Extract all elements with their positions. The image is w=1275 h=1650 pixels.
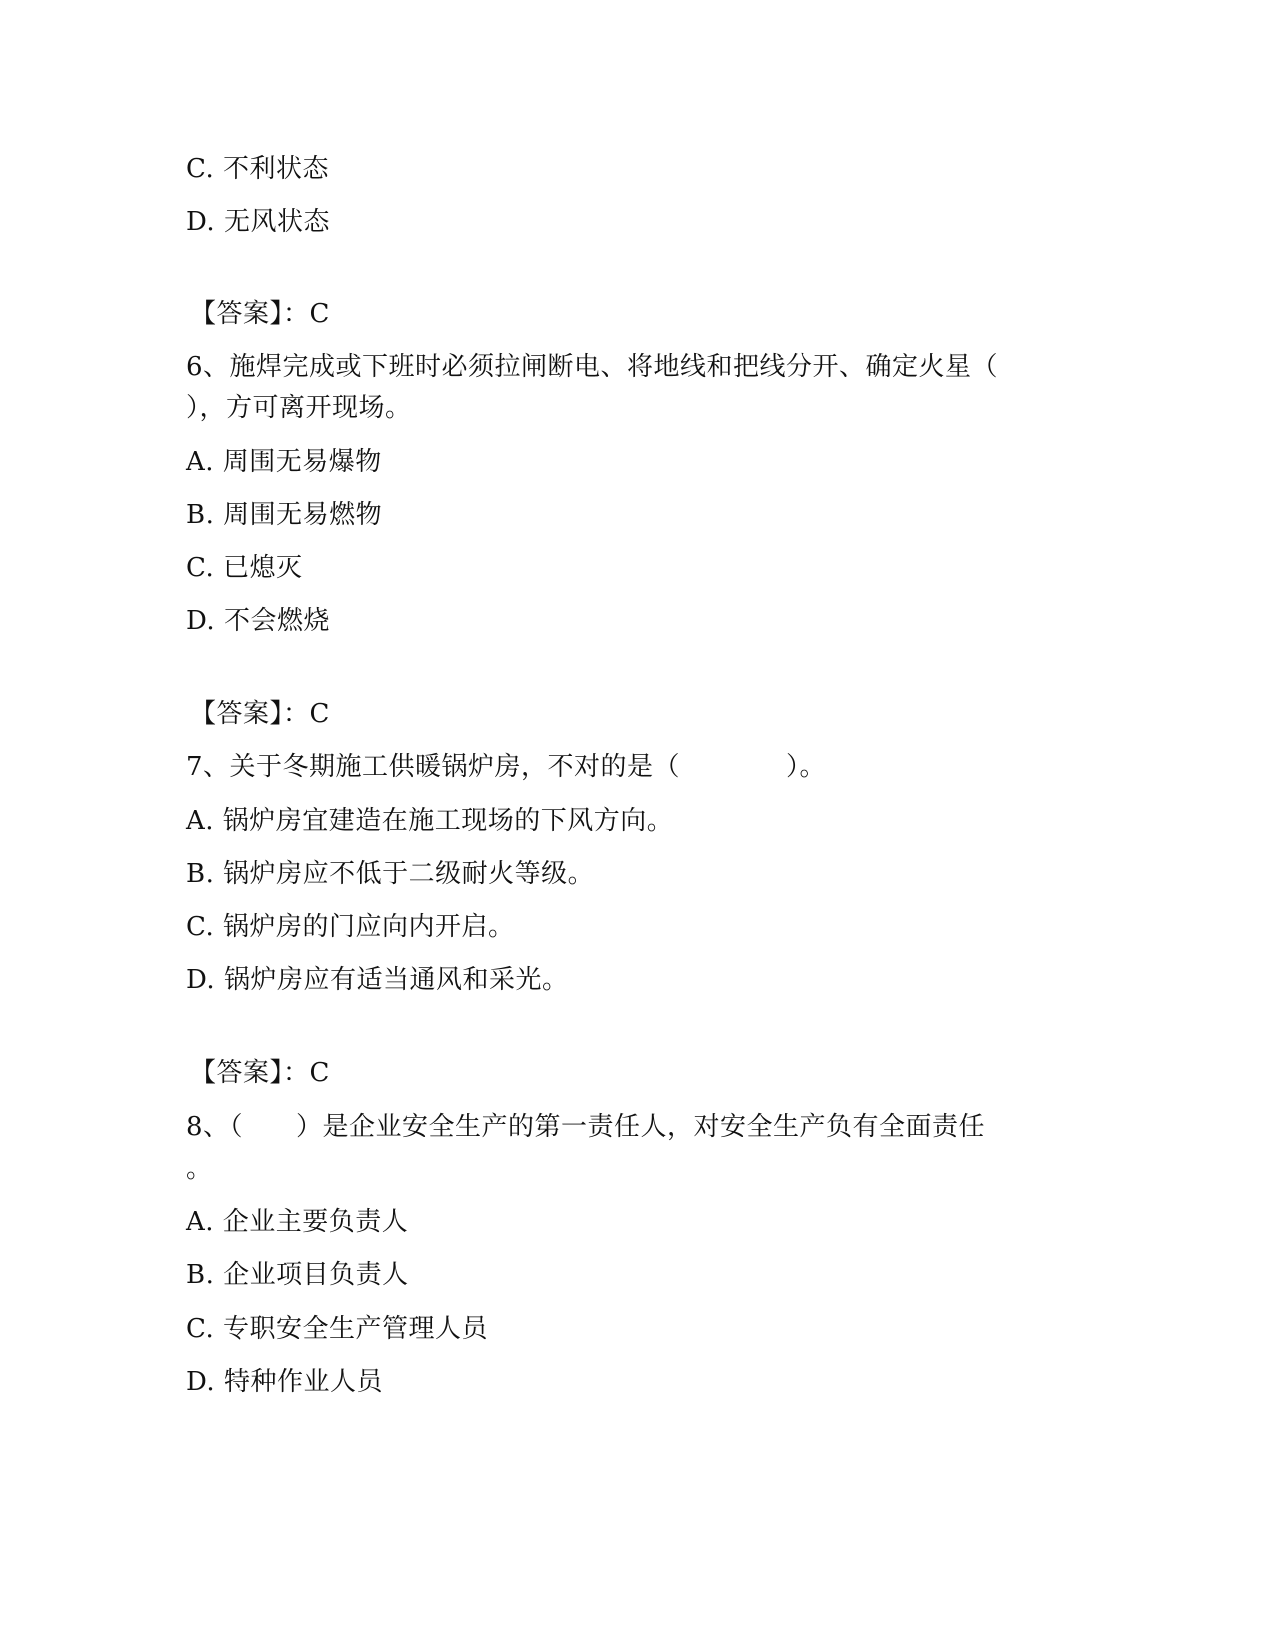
q6-stem-line1: 6、施焊完成或下班时必须拉闸断电、将地线和把线分开、确定火星（ bbox=[186, 352, 999, 382]
q8-stem-line1: 8、（ ）是企业安全生产的第一责任人，对安全生产负有全面责任 bbox=[186, 1112, 986, 1142]
q8-option-d: D. 特种作业人员 bbox=[186, 1367, 383, 1397]
q7-option-c: C. 锅炉房的门应向内开启。 bbox=[186, 912, 515, 942]
q6-option-b: B. 周围无易燃物 bbox=[186, 500, 383, 530]
q5-option-c: C. 不利状态 bbox=[186, 154, 329, 184]
q5-option-d: D. 无风状态 bbox=[186, 207, 330, 237]
q8-stem-line2: 。 bbox=[186, 1154, 213, 1184]
q6-option-c: C. 已熄灭 bbox=[186, 553, 303, 583]
q6-option-a: A. 周围无易爆物 bbox=[186, 447, 382, 477]
q8-option-b: B. 企业项目负责人 bbox=[186, 1260, 409, 1290]
q5-answer: 【答案】：C bbox=[190, 299, 330, 329]
q7-stem: 7、关于冬期施工供暖锅炉房，不对的是（ ）。 bbox=[186, 752, 827, 782]
q8-option-a: A. 企业主要负责人 bbox=[186, 1207, 409, 1237]
q7-option-a: A. 锅炉房宜建造在施工现场的下风方向。 bbox=[186, 806, 674, 836]
q7-option-b: B. 锅炉房应不低于二级耐火等级。 bbox=[186, 859, 595, 889]
q7-option-d: D. 锅炉房应有适当通风和采光。 bbox=[186, 965, 569, 995]
q7-answer: 【答案】：C bbox=[190, 1058, 330, 1088]
q6-answer: 【答案】：C bbox=[190, 699, 330, 729]
q8-option-c: C. 专职安全生产管理人员 bbox=[186, 1314, 488, 1344]
q6-option-d: D. 不会燃烧 bbox=[186, 606, 330, 636]
q6-stem-line2: ），方可离开现场。 bbox=[186, 393, 412, 423]
